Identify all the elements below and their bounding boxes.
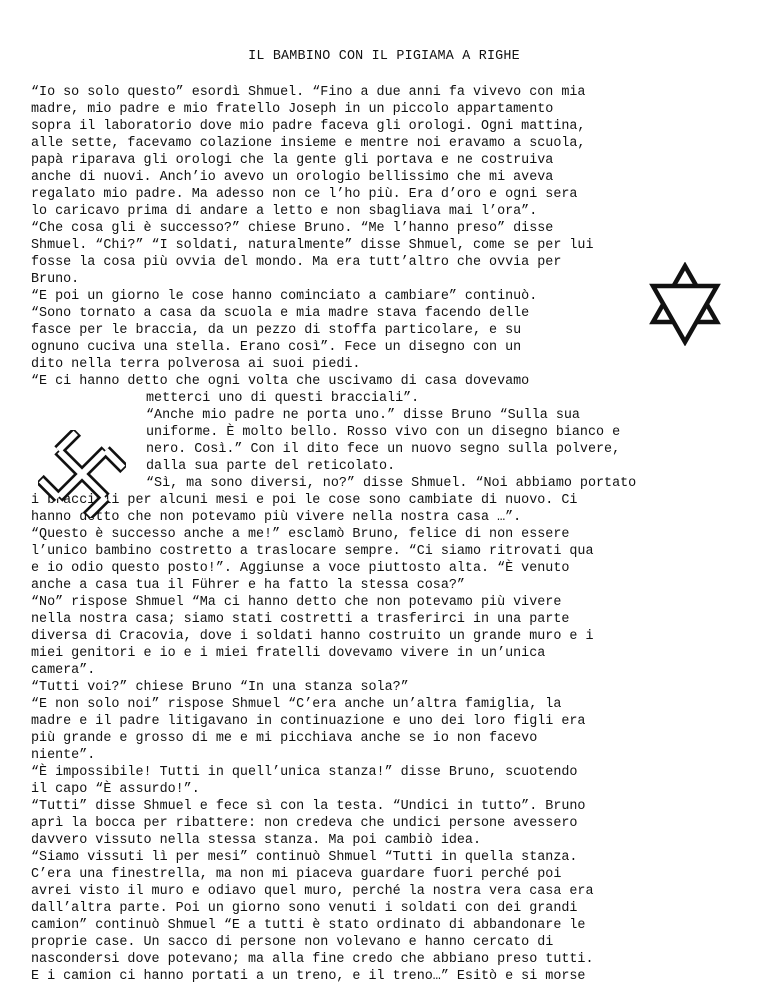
text-line: proprie case. Un sacco di persone non volevano e hanno cercato di [31,935,554,950]
text-line: l’unico bambino costretto a traslocare sempre. “Ci siamo ritrovati qua [31,544,594,559]
text-line: “Siamo vissuti lì per mesi” continuò Shmuel “Tutti in quella stanza. [31,850,578,865]
text-line: ognuno cuciva una stella. Erano così”. Fece un disegno con un [31,340,522,355]
swastika-icon [38,430,126,518]
text-line: “È impossibile! Tutti in quell’unica stanza!” disse Bruno, scuotendo [31,765,578,780]
text-line: camera”. [31,663,96,678]
text-line: hanno detto che non potevamo più vivere nella nostra casa …”. [31,510,522,525]
text-line: miei genitori e io e i miei fratelli dovevamo vivere in un’unica [31,646,546,661]
text-line: nella nostra casa; siamo stati costretti a trasferirci in una parte [31,612,570,627]
text-line: avrei visto il muro e odiavo quel muro, perché la nostra vera casa era [31,884,594,899]
text-line: Bruno. [31,272,80,287]
text-line: “Tutti” disse Shmuel e fece sì con la testa. “Undici in tutto”. Bruno [31,799,586,814]
text-line: “E poi un giorno le cose hanno cominciato a cambiare” continuò. [31,289,538,304]
text-line: uniforme. È molto bello. Rosso vivo con un disegno bianco e [146,425,621,440]
text-line: e io odio questo posto!”. Aggiunse a voce piuttosto alta. “È venuto [31,561,570,576]
text-line: C’era una finestrella, ma non mi piaceva guardare fuori perché poi [31,867,562,882]
text-line: sopra il laboratorio dove mio padre faceva gli orologi. Ogni mattina, [31,119,586,134]
text-line: papà riparava gli orologi che la gente gli portava e ne costruiva [31,153,554,168]
text-line: regalato mio padre. Ma adesso non ce l’ho più. Era d’oro e ogni sera [31,187,578,202]
text-line: “No” rispose Shmuel “Ma ci hanno detto che non potevamo più vivere [31,595,562,610]
text-line: nero. Così.” Con il dito fece un nuovo segno sulla polvere, [146,442,621,457]
text-line: Shmuel. “Chi?” “I soldati, naturalmente” disse Shmuel, come se per lui [31,238,594,253]
text-line: metterci uno di questi bracciali”. [146,391,420,406]
text-line: “E ci hanno detto che ogni volta che uscivamo di casa dovevamo [31,374,530,389]
text-line: fosse la cosa più ovvia del mondo. Ma era tutt’altro che ovvia per [31,255,562,270]
text-line: madre e il padre litigavano in continuazione e uno dei loro figli era [31,714,586,729]
star-of-david-icon [649,262,721,346]
text-line: “Che cosa gli è successo?” chiese Bruno. “Me l’hanno preso” disse [31,221,554,236]
text-line: madre, mio padre e mio fratello Joseph in un piccolo appartamento [31,102,554,117]
text-line: dalla sua parte del reticolato. [146,459,396,474]
text-line: anche di nuovi. Anch’io avevo un orologio bellissimo che mi aveva [31,170,554,185]
text-line: i bracciali per alcuni mesi e poi le cose sono cambiate di nuovo. Ci [31,493,578,508]
text-line: “Sì, ma sono diversi, no?” disse Shmuel. “Noi abbiamo portato [146,476,637,491]
text-line: il capo “È assurdo!”. [31,782,200,797]
text-line: lo caricavo prima di andare a letto e non sbagliava mai l’ora”. [31,204,538,219]
text-line: “Questo è successo anche a me!” esclamò Bruno, felice di non essere [31,527,570,542]
text-line: aprì la bocca per ribattere: non credeva che undici persone avessero [31,816,578,831]
text-line: “Sono tornato a casa da scuola e mia madre stava facendo delle [31,306,530,321]
text-line: fasce per le braccia, da un pezzo di stoffa particolare, e su [31,323,522,338]
text-line: anche a casa tua il Führer e ha fatto la stessa cosa?” [31,578,465,593]
text-line: “Io so solo questo” esordì Shmuel. “Fino a due anni fa vivevo con mia [31,85,586,100]
text-line: davvero vissuto nella stessa stanza. Ma poi cambiò idea. [31,833,481,848]
text-line: nascondersi dove potevano; ma alla fine credo che abbiano preso tutti. [31,952,594,967]
text-line: camion” continuò Shmuel “E a tutti è stato ordinato di abbandonare le [31,918,586,933]
text-line: più grande e grosso di me e mi picchiava anche se io non facevo [31,731,538,746]
text-line: diversa di Cracovia, dove i soldati hanno costruito un grande muro e i [31,629,594,644]
text-line: “Anche mio padre ne porta uno.” disse Bruno “Sulla sua [146,408,580,423]
text-line: dall’altra parte. Poi un giorno sono venuti i soldati con dei grandi [31,901,578,916]
text-line: “E non solo noi” rispose Shmuel “C’era anche un’altra famiglia, la [31,697,562,712]
page-title: IL BAMBINO CON IL PIGIAMA A RIGHE [248,49,520,64]
text-line: “Tutti voi?” chiese Bruno “In una stanza sola?” [31,680,409,695]
text-line: alle sette, facevamo colazione insieme e mentre noi eravamo a scuola, [31,136,586,151]
text-line: niente”. [31,748,96,763]
text-line: dito nella terra polverosa ai suoi piedi. [31,357,361,372]
text-line: E i camion ci hanno portati a un treno, e il treno…” Esitò e si morse [31,969,586,984]
